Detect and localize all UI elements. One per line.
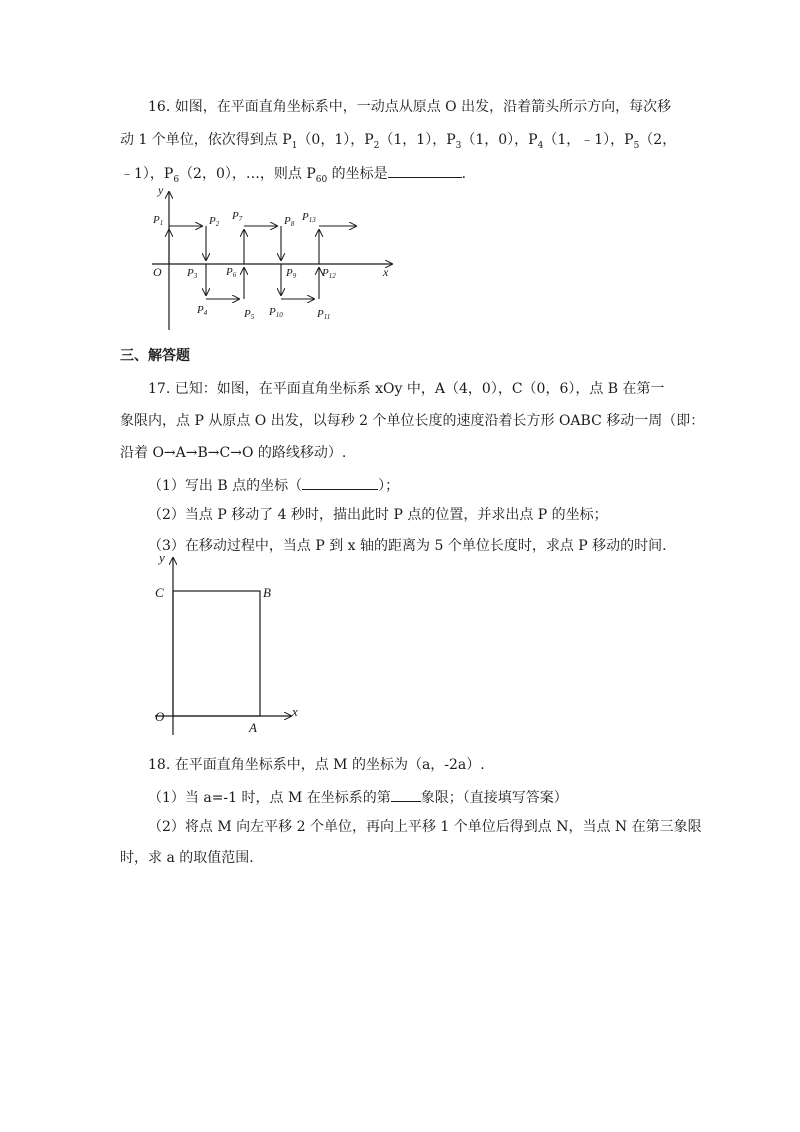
label-p4: P4 — [197, 304, 208, 317]
q18-sub-2: （2）将点 M 向左平移 2 个单位，再向上平移 1 个单位后得到点 N，当点 N 在第三象限 — [148, 819, 702, 835]
section-heading: 三、解答题 — [120, 348, 190, 364]
q18-sub-1: （1）当 a=-1 时，点 M 在坐标系的第 象限；（直接填写答案） — [148, 786, 568, 808]
q17-line-1: 17. 已知：如图，在平面直角坐标系 xOy 中，A（4，0），C（0，6），点 B 在第一 — [148, 381, 665, 397]
label-p8: P8 — [284, 215, 295, 228]
y-axis-label: y — [159, 550, 165, 565]
answer-blank[interactable] — [391, 786, 421, 802]
q17-sub-1: （1）写出 B 点的坐标（ ）； — [148, 474, 399, 496]
x-axis-label: x — [383, 265, 389, 279]
label-p10: P10 — [269, 306, 283, 319]
point-b-label: B — [263, 585, 271, 600]
q18-line-1: 18. 在平面直角坐标系中，点 M 的坐标为（a，-2a）. — [148, 757, 485, 773]
label-p6: P6 — [226, 266, 237, 279]
q17-sub-3: （3）在移动过程中，当点 P 到 x 轴的距离为 5 个单位长度时，求点 P 移动的时间. — [148, 538, 667, 554]
label-p7: P7 — [232, 210, 243, 223]
answer-blank[interactable] — [388, 162, 462, 178]
origin-label: O — [153, 265, 162, 279]
q17-line-3: 沿着 O→A→B→C→O 的路线移动）. — [120, 445, 347, 461]
label-p2: P2 — [209, 215, 220, 228]
rectangle-oabc — [173, 591, 260, 716]
label-p11: P11 — [317, 308, 331, 321]
q17-sub-2: （2）当点 P 移动了 4 秒时，描出此时 P 点的位置，并求出点 P 的坐标； — [148, 507, 608, 523]
answer-blank[interactable] — [302, 474, 378, 490]
q16-line-2: 动 1 个单位，依次得到点 $P_1(0$，1），$P_2(1$，1），$P_3(1$，0），$P_4(1$，﹣1），$P_5(2$， — [120, 132, 677, 151]
q17-line-2: 象限内，点 P 从原点 O 出发，以每秒 2 个单位长度的速度沿着长方形 OABC 移动一周（即： — [120, 413, 705, 429]
label-p9: P9 — [286, 267, 297, 280]
label-p3: P3 — [187, 267, 198, 280]
q17-figure — [145, 550, 315, 740]
point-a-label: A — [249, 720, 257, 735]
label-p5: P5 — [244, 308, 255, 321]
point-c-label: C — [155, 585, 164, 600]
y-axis-label: y — [158, 183, 164, 197]
q16-figure — [140, 180, 410, 340]
label-p1: P1 — [153, 214, 164, 227]
x-axis-label: x — [292, 704, 298, 719]
label-p13: P13 — [302, 211, 316, 224]
point-o-label: O — [155, 709, 165, 724]
q18-line-end: 时，求 a 的取值范围. — [120, 850, 254, 866]
label-p12: P12 — [322, 267, 336, 280]
q16-line-1: 16. 如图，在平面直角坐标系中，一动点从原点 O 出发，沿着箭头所示方向，每次移 — [148, 99, 672, 115]
q16-line-3: ﹣1），$P_6(2$，0），…，则点 $P_{60}$ 的坐标是 . — [120, 162, 466, 190]
